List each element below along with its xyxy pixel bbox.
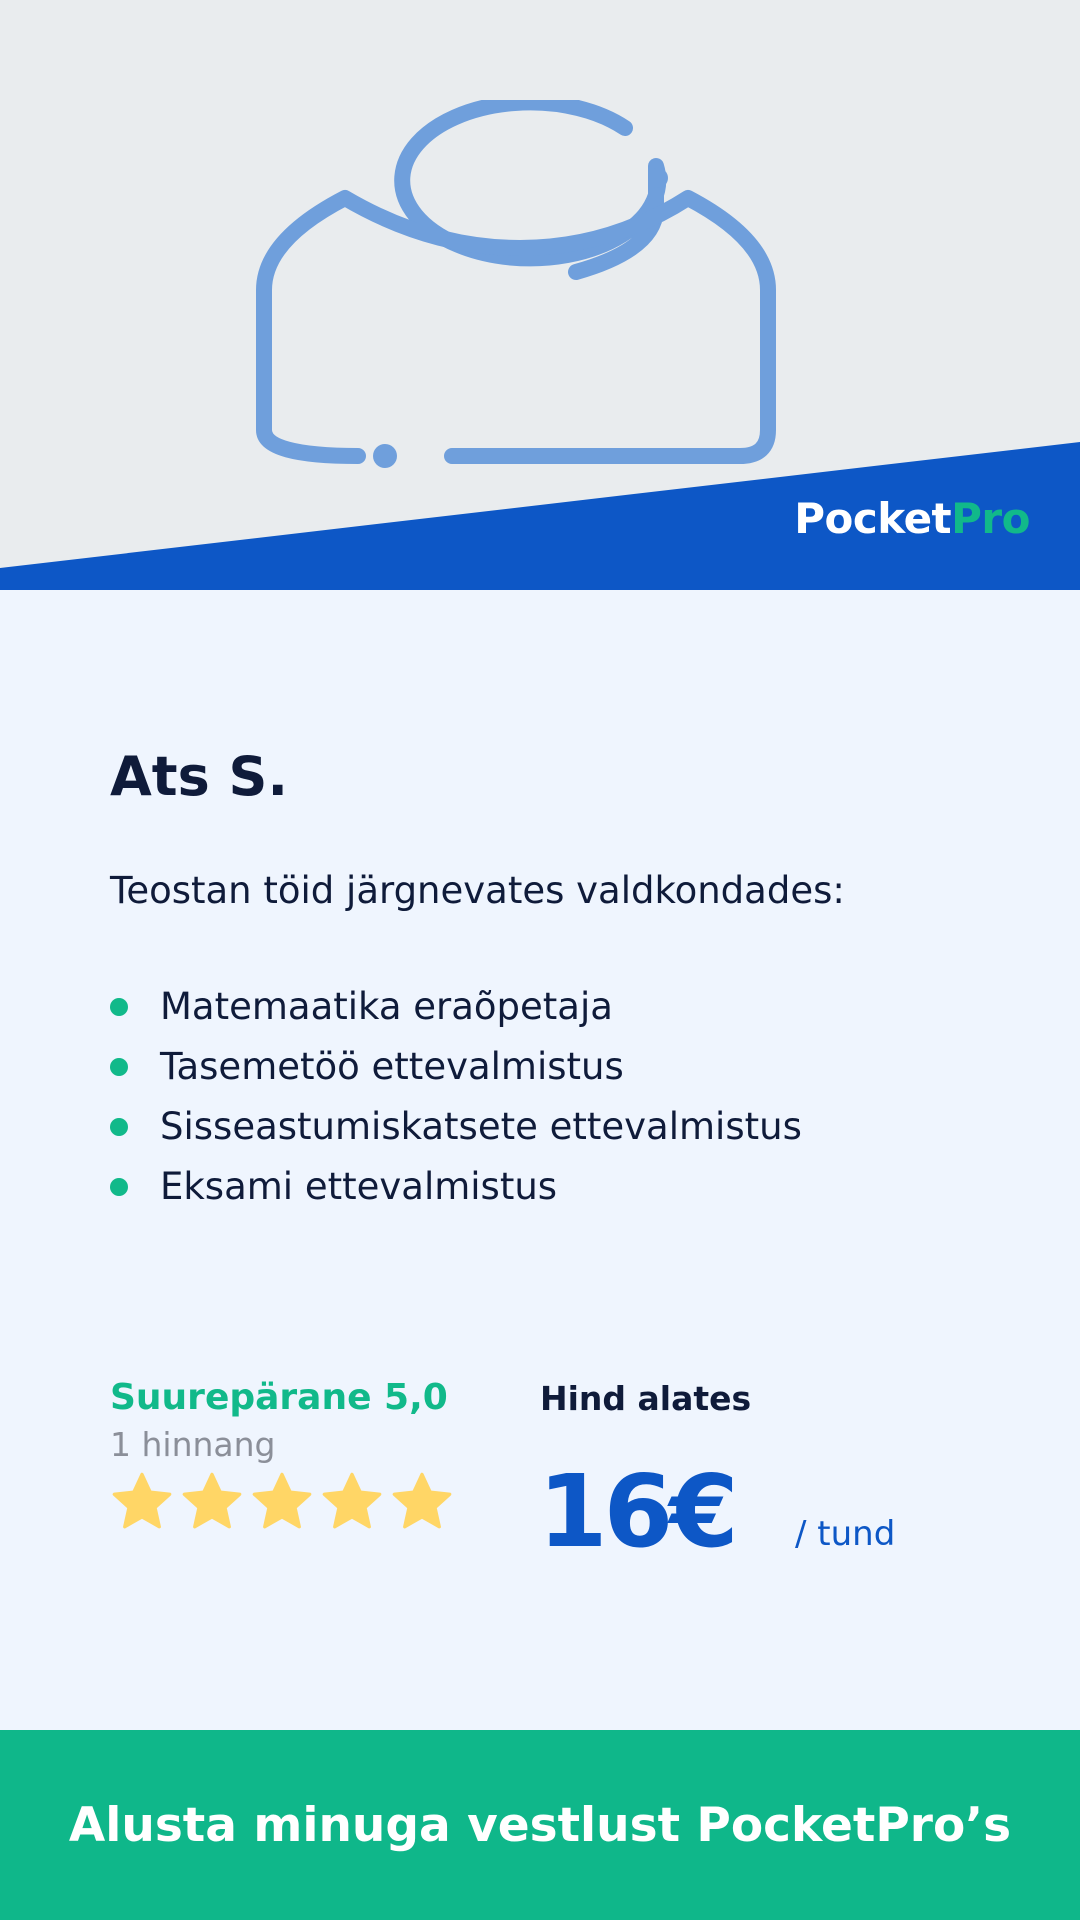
user-placeholder-icon <box>240 100 820 480</box>
logo-text-pocket: Pocket <box>794 494 952 543</box>
bullet-dot-icon <box>110 1178 128 1196</box>
price-value: 16€ <box>538 1453 735 1570</box>
rating-label: Suurepärane 5,0 <box>110 1377 448 1418</box>
pocketpro-logo <box>794 494 1030 543</box>
start-chat-button[interactable] <box>0 1730 1080 1920</box>
service-item <box>110 1105 802 1168</box>
service-label: Tasemetöö ettevalmistus <box>160 1045 624 1088</box>
tutor-name: Ats S. <box>110 745 288 808</box>
service-label: Eksami ettevalmistus <box>160 1165 558 1208</box>
service-item <box>110 1045 802 1108</box>
rating-count: 1 hinnang <box>110 1425 276 1464</box>
star-icon <box>180 1470 244 1534</box>
star-icon <box>390 1470 454 1534</box>
service-item <box>110 1165 802 1228</box>
star-icon <box>110 1470 174 1534</box>
star-icon <box>250 1470 314 1534</box>
service-label: Matemaatika eraõpetaja <box>160 985 613 1028</box>
bullet-dot-icon <box>110 998 128 1016</box>
service-item <box>110 985 802 1048</box>
price-label: Hind alates <box>540 1379 752 1418</box>
services-intro: Teostan töid järgnevates valdkondades: <box>110 869 845 912</box>
price-unit: / tund <box>795 1514 896 1554</box>
logo-text-pro: Pro <box>951 494 1030 543</box>
rating-stars <box>110 1470 454 1534</box>
bullet-dot-icon <box>110 1118 128 1136</box>
bullet-dot-icon <box>110 1058 128 1076</box>
profile-hero <box>0 0 1080 590</box>
service-label: Sisseastumiskatsete ettevalmistus <box>160 1105 802 1148</box>
services-list <box>110 985 802 1228</box>
star-icon <box>320 1470 384 1534</box>
start-chat-label: Alusta minuga vestlust PocketPro’s <box>68 1797 1012 1853</box>
